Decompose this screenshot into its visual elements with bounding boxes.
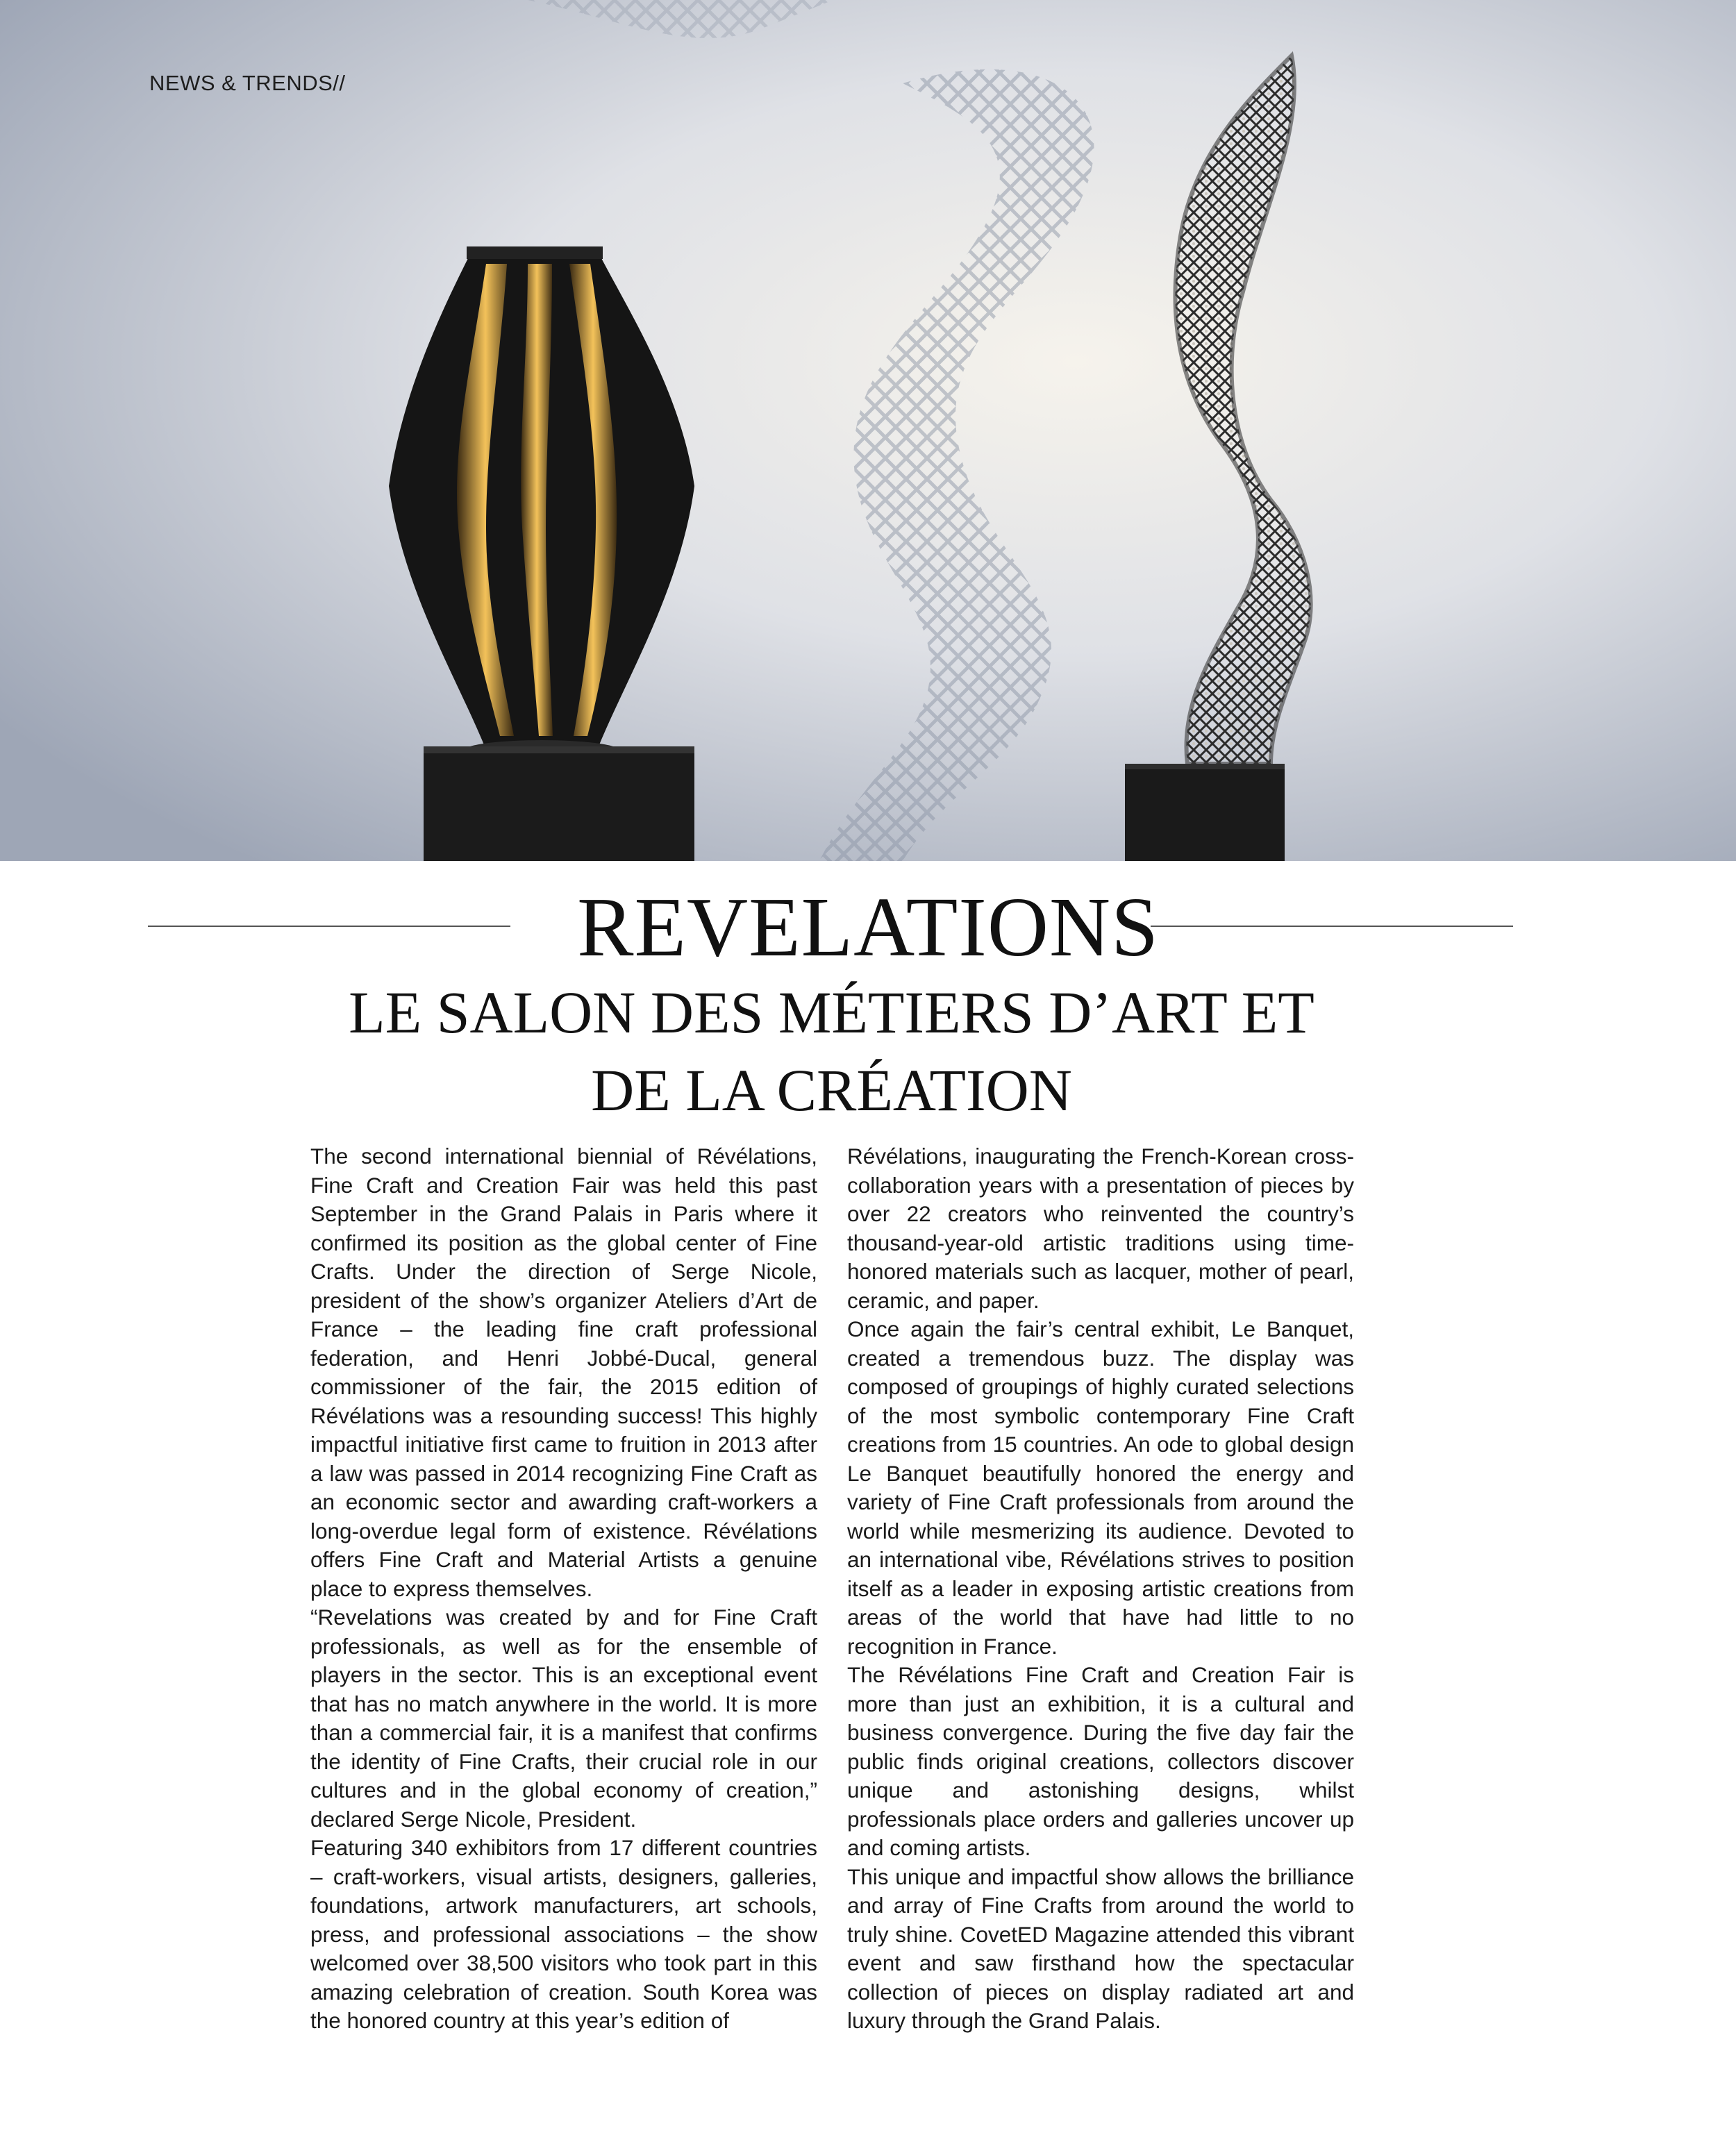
article-body	[310, 1142, 1352, 2045]
paragraph: This unique and impactful show allows the brilliance and array of Fine Crafts from around the world to truly shine. CovetED Magazine attended this vibrant event and saw firsthand how the spectacular collection of pieces on display radiated art and luxury through the Grand Palais.	[847, 1864, 1354, 2033]
paragraph: The Révélations Fine Craft and Creation Fair is more than just an exhibition, it is a cultural and business convergence. During the five day fair the public finds original creations, collectors discover unique and astonishing designs, whilst professionals place orders and galleries uncover up and coming artists.	[847, 1662, 1354, 1860]
paragraph: The second international biennial of Révélations, Fine Craft and Creation Fair was held this past September in the Grand Palais in Paris where it confirmed its position as the global center of Fine Crafts. Under the direction of Serge Nicole, president of the show’s organizer Ateliers d’Art de France – the leading fine craft professional federation, and Henri Jobbé-Ducal, general commissioner of the fair, the 2015 edition of Révélations was a resounding success! This highly impactful initiative first came to fruition in 2013 after a law was passed in 2014 recognizing Fine Craft as an economic sector and awarding craft-workers a long-overdue legal form of existence. Révélations offers Fine Craft and Material Artists a genuine place to express themselves.	[310, 1144, 817, 1601]
paragraph: Once again the fair’s central exhibit, Le Banquet, created a tremendous buzz. The display was composed of groupings of highly curated selections of the most symbolic contemporary Fine Craft creations from 15 countries. An ode to global design Le Banquet beautifully honored the energy and variety of Fine Craft professionals from around the world while mesmerizing its audience. Devoted to an international vibe, Révélations strives to position itself as a leader in exposing artistic creations from areas of the world that have had little to no recognition in France.	[847, 1316, 1354, 1659]
left-column	[310, 1142, 817, 2036]
subtitle-line-1: LE SALON DES MÉTIERS D’ART ET	[349, 979, 1314, 1046]
article-title: REVELATIONS	[577, 880, 1159, 974]
subtitle-line-2: DE LA CRÉATION	[591, 1057, 1072, 1123]
article-subtitle	[0, 973, 1663, 1129]
hero-photo	[0, 0, 1736, 861]
sculpture-photo-icon	[0, 0, 1736, 861]
paragraph: Révélations, inaugurating the French-Korean cross-collaboration years with a presentation of pieces by over 22 creators who reinvented the country’s thousand-year-old artistic traditions using time-honored materials such as lacquer, mother of pearl, ceramic, and paper.	[847, 1144, 1354, 1313]
paragraph: “Revelations was created by and for Fine Craft professionals, as well as for the ensemble of players in the sector. This is an exceptional event that has no match anywhere in the world. It is more than a commercial fair, it is a manifest that confirms the identity of Fine Crafts, their crucial role in our cultures and in the global economy of creation,” declared Serge Nicole, President.	[310, 1605, 817, 1832]
right-column	[847, 1142, 1354, 2036]
section-tag: NEWS & TRENDS//	[149, 71, 346, 95]
paragraph: Featuring 340 exhibitors from 17 different countries – craft-workers, visual artists, designers, galleries, foundations, artwork manufacturers, art schools, press, and professional associations – the show welcomed over 38,500 visitors who took part in this amazing celebration of creation. South Korea was the honored country at this year’s edition of	[310, 1835, 817, 2033]
